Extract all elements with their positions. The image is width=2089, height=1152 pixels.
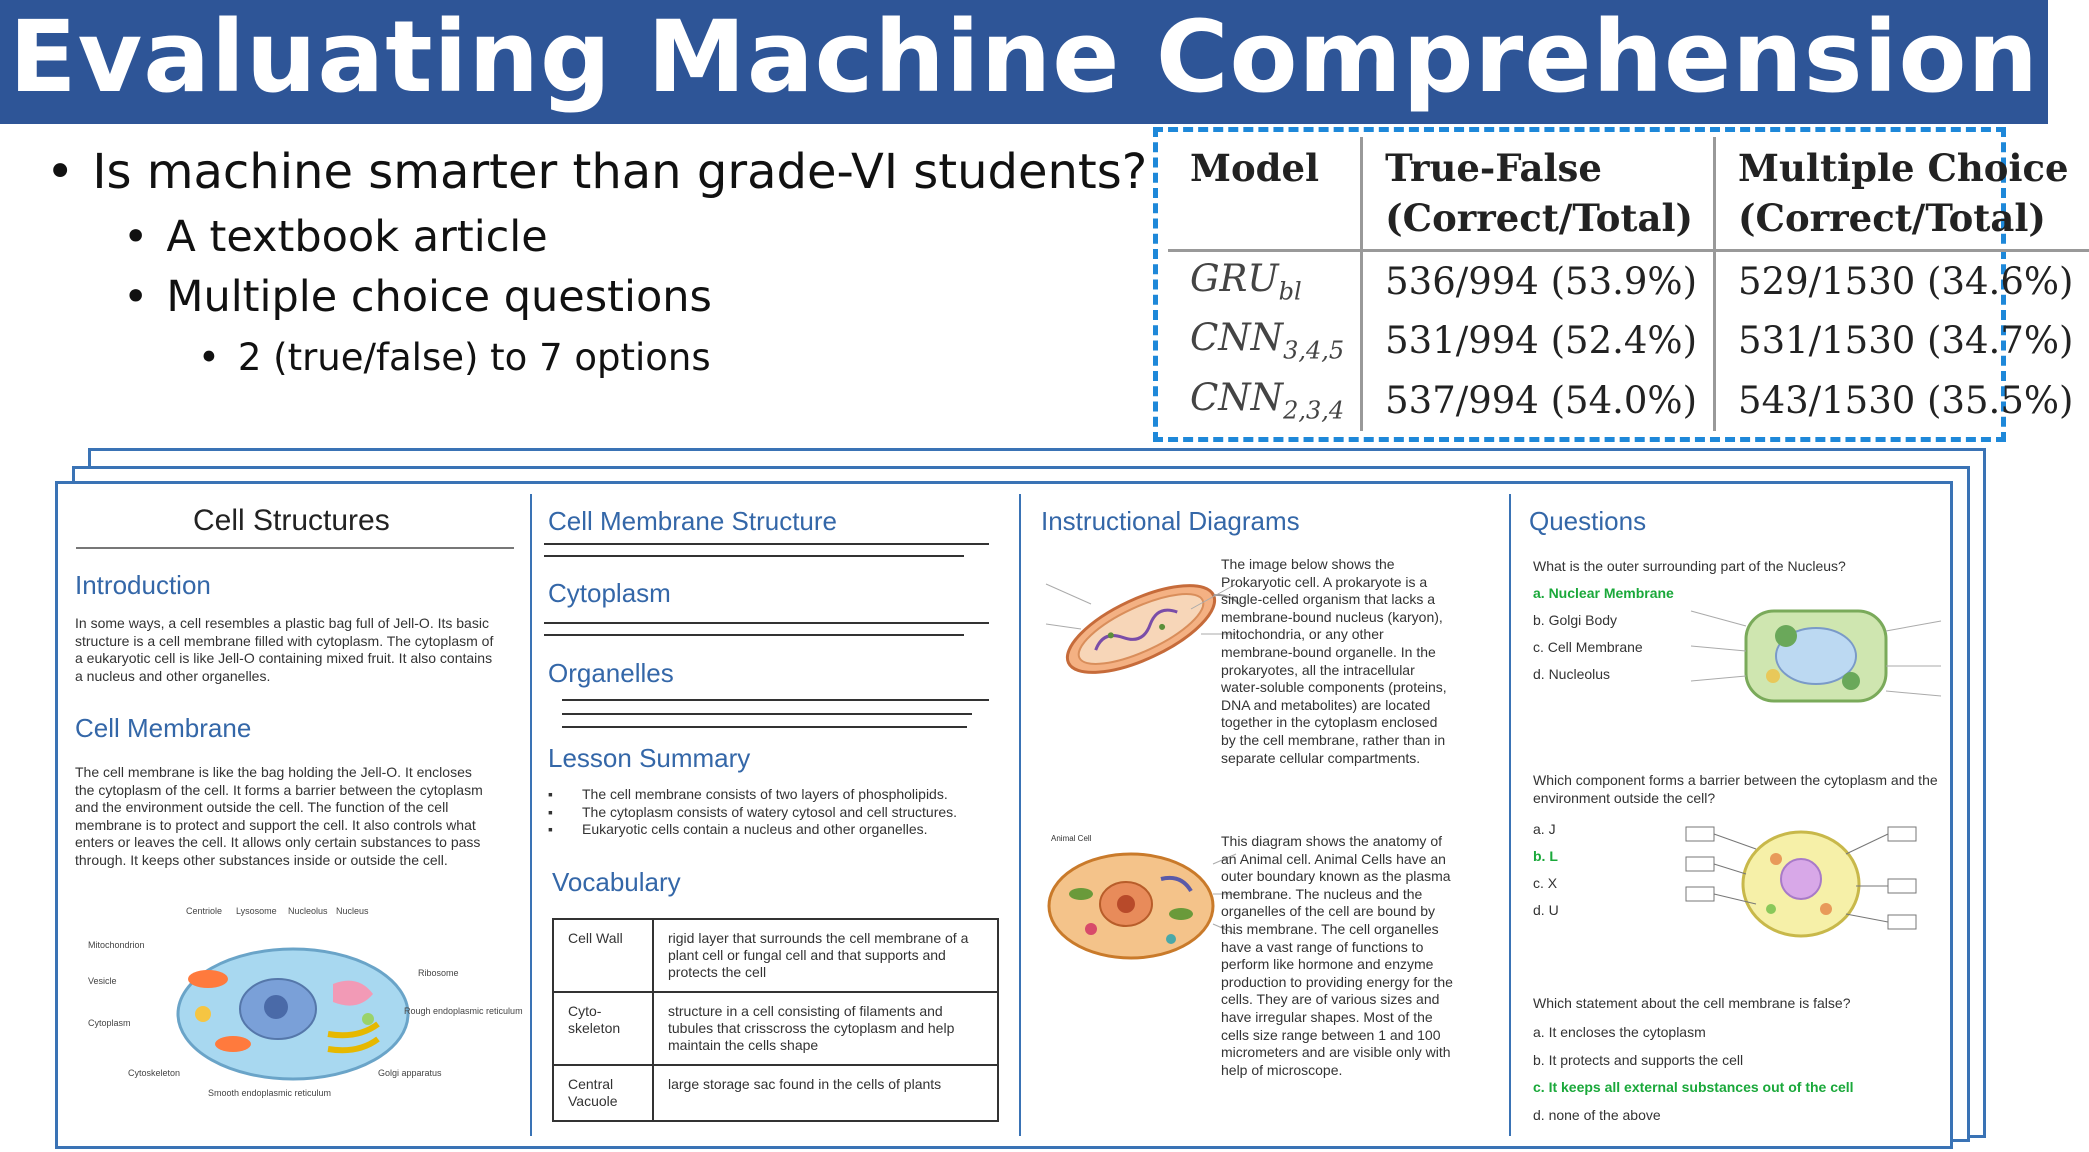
column-cell-structures	[58, 484, 530, 1146]
model-sub: 2,3,4	[1283, 396, 1345, 425]
bullet-textbook: • A textbook article	[123, 212, 548, 262]
vocab-definition: rigid layer that surrounds the cell membrane of a plant cell or fungal cell and that supports and protects the cell	[653, 919, 998, 992]
eukaryotic-cell-diagram	[78, 904, 523, 1104]
blank-line	[562, 699, 989, 701]
prokaryote-text: The image below shows the Prokaryotic cell. A prokaryote is a single-celled organism that lacks a membrane-bound nucleus (karyon), mitochondria, or any other membrane-bound organelle. In the prokaryotes, all the intracellular water-soluble components (proteins, DNA and metabolites) are located together in the cytoplasm enclosed by the cell membrane, rather than in separate cellular compartments.	[1221, 556, 1447, 766]
vocab-row	[553, 1065, 998, 1121]
model-base: CNN	[1190, 316, 1284, 360]
results-table-box	[1153, 127, 2074, 442]
header-text: Model	[1190, 146, 1320, 190]
cell-membrane-text: The cell membrane is like the bag holding the Jell-O. It encloses the cytoplasm of the cell. It forms a barrier between the cytoplasm and the environment outside the cell. The function of the cell membrane is to protect and support the cell. It also controls what enters or leaves the cell. It allows only certain substances to pass through. It keeps other substances inside or outside the cell.	[75, 764, 483, 868]
cell-membrane-heading: Cell Membrane	[75, 713, 252, 743]
tf-score: 536/994 (53.9%)	[1362, 251, 1715, 311]
blank-line	[562, 726, 967, 728]
option-correct[interactable]: b. L	[1533, 848, 1558, 864]
option[interactable]: b. Golgi Body	[1533, 612, 1618, 628]
bullet-mcq: • Multiple choice questions	[123, 272, 712, 322]
animal-cell-label: Animal Cell	[1051, 834, 1092, 843]
header-text: True-False (Correct/Total)	[1385, 146, 1694, 240]
prokaryotic-cell-diagram	[1041, 564, 1241, 694]
results-row	[1168, 251, 2089, 311]
vocab-row	[553, 992, 998, 1065]
model-name	[1168, 371, 1362, 431]
results-header-row	[1168, 137, 2089, 251]
slide-title: Evaluating Machine Comprehension	[9, 0, 2039, 115]
label-smooth-er: Smooth endoplasmic reticulum	[208, 1088, 332, 1098]
summary-item: ▪ Eukaryotic cells contain a nucleus and other organelles.	[548, 821, 928, 838]
question-1: What is the outer surrounding part of the Nucleus?	[1533, 558, 1846, 574]
bullet-options: • 2 (true/false) to 7 options	[198, 336, 711, 379]
label-mitochondrion: Mitochondrion	[88, 940, 145, 950]
option[interactable]: a. It encloses the cytoplasm	[1533, 1024, 1706, 1040]
column-instructional-diagrams	[1021, 484, 1509, 1146]
header-model	[1168, 137, 1362, 251]
mc-score: 543/1530 (35.5%)	[1715, 371, 2089, 431]
animal-cell-text: This diagram shows the anatomy of an Animal cell. Animal Cells have an outer boundary known as the plasma membrane. The nucleus and the organelles of the cell are bound by this membrane. The cell organelles have a vast range of functions to perform like hormone and enzyme production to providing energy for the cells. They are of various sizes and have irregular shapes. Most of the cells size range between 1 and 100 micrometers and are visible only with help of microscope.	[1221, 833, 1453, 1078]
label-ribosome: Ribosome	[418, 968, 459, 978]
labeled-cell-diagram	[1666, 819, 1936, 949]
option[interactable]: c. Cell Membrane	[1533, 639, 1643, 655]
summary-item: ▪ The cell membrane consists of two layers of phospholipids.	[548, 786, 948, 802]
label-golgi: Golgi apparatus	[378, 1068, 442, 1078]
worksheet-page	[55, 481, 1953, 1149]
bullet-text: Multiple choice questions	[166, 272, 712, 322]
model-name	[1168, 311, 1362, 371]
question-2-options	[1533, 816, 1593, 924]
blank-line	[544, 543, 989, 545]
model-base: CNN	[1190, 376, 1284, 420]
option-correct[interactable]: a. Nuclear Membrane	[1533, 585, 1674, 601]
results-table	[1168, 137, 2089, 431]
label-lysosome: Lysosome	[236, 906, 277, 916]
option[interactable]: a. J	[1533, 821, 1556, 837]
vocab-row	[553, 919, 998, 992]
blank-line	[544, 634, 964, 636]
header-true-false	[1362, 137, 1715, 251]
membrane-structure-heading: Cell Membrane Structure	[548, 506, 837, 536]
header-multiple-choice	[1715, 137, 2089, 251]
model-sub: bl	[1278, 277, 1302, 306]
option[interactable]: d. U	[1533, 902, 1559, 918]
bullet-text: A textbook article	[166, 212, 548, 262]
introduction-heading: Introduction	[75, 570, 211, 600]
blank-line	[544, 622, 989, 624]
model-name	[1168, 251, 1362, 311]
plant-cell-diagram	[1691, 596, 1941, 716]
summary-text: Eukaryotic cells contain a nucleus and other organelles.	[582, 821, 928, 838]
label-cytoskeleton: Cytoskeleton	[128, 1068, 181, 1078]
lesson-summary-list	[548, 786, 1008, 839]
summary-item: ▪ The cytoplasm consists of watery cytosol and cell structures.	[548, 803, 958, 820]
model-sub: 3,4,5	[1283, 336, 1345, 365]
bullet-text: 2 (true/false) to 7 options	[237, 336, 711, 379]
option[interactable]: b. It protects and supports the cell	[1533, 1051, 1744, 1068]
tf-score: 531/994 (52.4%)	[1362, 311, 1715, 371]
bullet-text: Is machine smarter than grade-VI students?	[92, 144, 1148, 200]
question-2: Which component forms a barrier between the cytoplasm and the environment outside the cell?	[1533, 772, 1938, 806]
title-bar	[0, 0, 2048, 124]
label-centriole: Centriole	[186, 906, 223, 916]
vocabulary-table	[552, 918, 999, 1122]
cell-structures-heading: Cell Structures	[193, 504, 390, 537]
question-3-options	[1533, 1019, 1933, 1129]
option-correct[interactable]: c. It keeps all external substances out of the cell	[1533, 1079, 1854, 1095]
vocab-term: Cell Wall	[553, 919, 653, 992]
column-membrane-structure	[532, 484, 1019, 1146]
label-vesicle: Vesicle	[88, 976, 117, 986]
vocab-definition: large storage sac found in the cells of plants	[653, 1065, 998, 1121]
blank-line	[544, 555, 964, 557]
results-row	[1168, 371, 2089, 431]
option[interactable]: d. Nucleolus	[1533, 666, 1611, 682]
results-row	[1168, 311, 2089, 371]
mc-score: 531/1530 (34.7%)	[1715, 311, 2089, 371]
animal-cell-diagram	[1041, 824, 1241, 964]
label-nucleus: Nucleus	[336, 906, 369, 916]
questions-heading: Questions	[1529, 506, 1647, 536]
option[interactable]: c. X	[1533, 875, 1558, 891]
model-base: GRU	[1190, 257, 1279, 301]
blank-line	[562, 713, 972, 715]
heading-rule	[76, 547, 514, 549]
vocabulary-heading: Vocabulary	[552, 867, 681, 897]
instructional-diagrams-heading: Instructional Diagrams	[1041, 506, 1300, 536]
organelles-heading: Organelles	[548, 658, 674, 688]
vocab-definition: structure in a cell consisting of filaments and tubules that crisscross the cytoplasm and help maintain the cells shape	[653, 992, 998, 1065]
header-text: Multiple Choice (Correct/Total)	[1738, 146, 2069, 240]
cytoplasm-heading: Cytoplasm	[548, 578, 671, 608]
column-questions	[1511, 484, 1956, 1146]
label-nucleolus: Nucleolus	[288, 906, 328, 916]
question-3: Which statement about the cell membrane is false?	[1533, 995, 1851, 1011]
bullet-question: • Is machine smarter than grade-VI students?	[46, 144, 1148, 200]
mc-score: 529/1530 (34.6%)	[1715, 251, 2089, 311]
tf-score: 537/994 (54.0%)	[1362, 371, 1715, 431]
vocab-term: Cyto- skeleton	[553, 992, 653, 1065]
vocab-term: Central Vacuole	[553, 1065, 653, 1121]
label-rough-er: Rough endoplasmic reticulum	[404, 1006, 523, 1016]
introduction-text: In some ways, a cell resembles a plastic bag full of Jell-O. Its basic structure is a cell membrane filled with cytoplasm. The cytoplasm of a eukaryotic cell is like Jell-O containing mixed fruit. It also contains a nucleus and other organelles.	[75, 615, 494, 684]
summary-text: The cell membrane consists of two layers of phospholipids.	[582, 786, 948, 802]
summary-text: The cytoplasm consists of watery cytosol and cell structures.	[582, 803, 958, 820]
option[interactable]: d. none of the above	[1533, 1106, 1661, 1123]
lesson-summary-heading: Lesson Summary	[548, 743, 751, 773]
label-cytoplasm: Cytoplasm	[88, 1018, 131, 1028]
